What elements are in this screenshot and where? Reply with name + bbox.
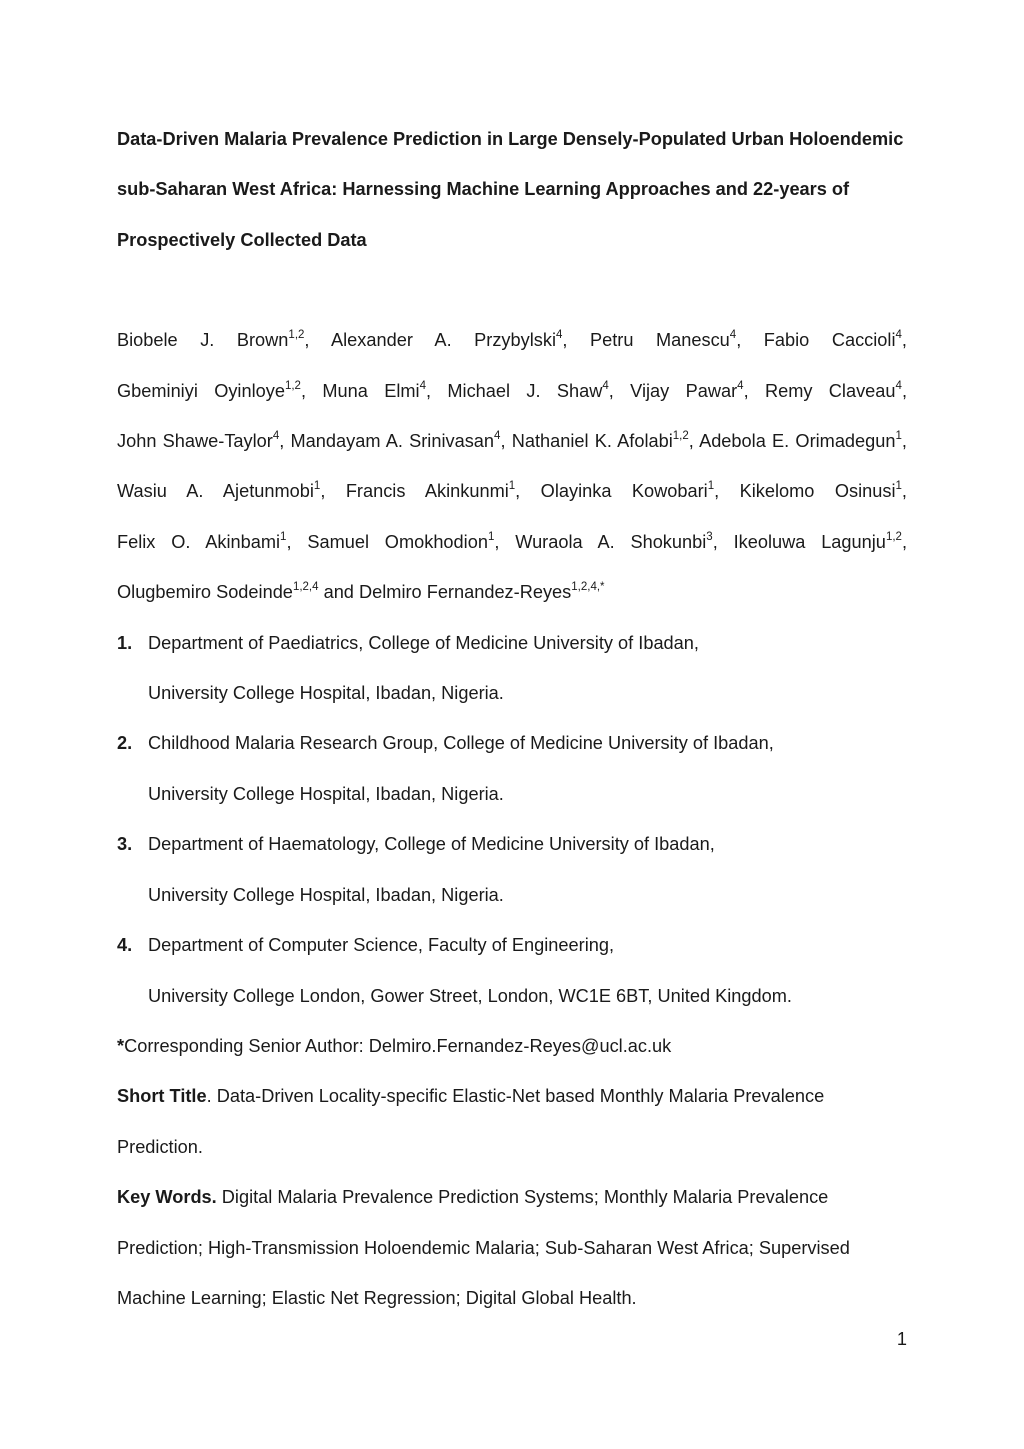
affiliation-text <box>148 718 907 819</box>
author: Wuraola A. Shokunbi$^3$, <box>515 530 718 552</box>
affiliation-text <box>148 618 907 719</box>
author-affiliation-marker: 1,2 <box>672 430 689 443</box>
author: Fabio Caccioli$^4$, <box>763 329 907 351</box>
affiliation-number: 1. <box>117 632 133 653</box>
author-affiliation-marker: 1 <box>313 480 321 493</box>
author <box>359 582 605 602</box>
author-name: Olayinka Kowobari <box>540 481 708 502</box>
author: Gbeminiyi Oyinloye$^{1,2}$, <box>117 379 307 401</box>
author: Mandayam A. Srinivasan$^4$, <box>290 430 506 452</box>
author: Adebola E. Orimadegun$^1$, <box>699 430 907 452</box>
author: John Shawe-Taylor$^4$, <box>117 430 285 452</box>
author-list <box>117 315 907 617</box>
author-name: Michael J. Shaw <box>447 380 603 401</box>
affiliation-text <box>148 920 907 1021</box>
author-name: Francis Akinkunmi <box>345 481 509 502</box>
corresponding-author <box>117 1021 907 1071</box>
author-name: John Shawe-Taylor <box>117 431 273 452</box>
author-name: Vijay Pawar <box>630 380 738 401</box>
author: Alexander A. Przybylski$^4$, <box>331 329 568 351</box>
author-affiliation-marker: 4 <box>737 379 744 392</box>
author: Vijay Pawar$^4$, <box>630 379 749 401</box>
author-name: Felix O. Akinbami <box>117 531 281 552</box>
affiliation-line: University College Hospital, Ibadan, Nigeria. <box>148 884 504 905</box>
author: Samuel Omokhodion$^1$, <box>307 530 500 552</box>
author-conjunction: and <box>323 582 354 603</box>
author-affiliation-marker: 1 <box>280 530 287 543</box>
short-title-label: Short Title <box>117 1086 207 1107</box>
author-affiliation-marker: 1,2,4 <box>292 581 319 594</box>
author-affiliation-marker: 4 <box>272 430 280 443</box>
page-number: 1 <box>896 1329 907 1349</box>
title-page-content <box>117 114 907 1323</box>
author-affiliation-marker: 4 <box>602 379 609 392</box>
author: Kikelomo Osinusi$^1$, <box>739 480 907 502</box>
corresponding-marker: * <box>117 1035 125 1056</box>
author-affiliation-marker: 4 <box>895 379 902 392</box>
author-name: Nathaniel K. Afolabi <box>511 431 673 452</box>
author-affiliation-marker: 1 <box>487 530 495 543</box>
key-words-text: Digital Malaria Prevalence Prediction Systems; Monthly Malaria Prevalence Prediction; High-Transmission Holoendemic Malaria; Sub-Saharan West Africa; Supervised Machine Learning; Elastic Net Regression; Digital Global Health. <box>117 1187 850 1308</box>
key-words-label: Key Words. <box>117 1187 217 1208</box>
author-affiliation-marker: 1,2 <box>284 379 301 392</box>
short-title <box>117 1071 907 1172</box>
author-affiliation-marker: 4 <box>556 329 563 342</box>
author-affiliation-marker: 4 <box>729 329 737 342</box>
author-name: Olugbemiro Sodeinde <box>117 582 293 603</box>
author-affiliation-marker: 1 <box>707 480 715 493</box>
short-title-text: . Data-Driven Locality-specific Elastic-Net based Monthly Malaria Prevalence Prediction. <box>117 1086 825 1157</box>
author: Olayinka Kowobari$^1$, <box>540 480 720 502</box>
affiliation-number: 4. <box>117 935 133 956</box>
author-name: Adebola E. Orimadegun <box>699 431 896 452</box>
affiliation-line: Department of Paediatrics, College of Medicine University of Ibadan, <box>148 632 699 653</box>
author-name: Petru Manescu <box>590 330 730 351</box>
author-name: Mandayam A. Srinivasan <box>290 431 495 452</box>
author-affiliation-marker: 1,2 <box>885 530 902 543</box>
author-affiliation-marker: 1,2,4,* <box>571 581 605 594</box>
author: Michael J. Shaw$^4$, <box>447 379 614 401</box>
author: Felix O. Akinbami$^1$, <box>117 530 292 552</box>
author-affiliation-marker: 1,2 <box>288 329 305 342</box>
author-name: Wuraola A. Shokunbi <box>515 531 707 552</box>
affiliation-number: 3. <box>117 834 133 855</box>
author: Francis Akinkunmi$^1$, <box>345 480 521 502</box>
author-name: Alexander A. Przybylski <box>331 330 556 351</box>
author-name: Fabio Caccioli <box>763 330 896 351</box>
author: Ikeoluwa Lagunju$^{1,2}$, <box>733 530 907 552</box>
corresponding-text: Corresponding Senior Author: Delmiro.Fernandez-Reyes@ucl.ac.uk <box>124 1035 672 1056</box>
author-name: Biobele J. Brown <box>117 330 289 351</box>
author-affiliation-marker: 4 <box>895 329 902 342</box>
author: Muna Elmi$^4$, <box>322 379 432 401</box>
author-name: Ikeoluwa Lagunju <box>733 531 886 552</box>
paper-title: Data-Driven Malaria Prevalence Prediction in Large Densely-Populated Urban Holoendemic sub-Saharan West Africa: Harnessing Machine Learning Approaches and 22-years of Prospectively Collected Data <box>117 129 904 250</box>
author-affiliation-marker: 1 <box>508 480 516 493</box>
affiliation-line: Childhood Malaria Research Group, College of Medicine University of Ibadan, <box>148 733 774 754</box>
affiliation-item <box>117 718 907 819</box>
author-name: Samuel Omokhodion <box>307 531 488 552</box>
author-affiliation-marker: 3 <box>706 530 713 543</box>
author: Petru Manescu$^4$, <box>590 329 742 351</box>
author <box>117 582 319 602</box>
author-affiliation-marker: 4 <box>419 379 426 392</box>
affiliation-list <box>117 618 907 1021</box>
affiliation-number: 2. <box>117 733 133 754</box>
author-name: Kikelomo Osinusi <box>739 481 896 502</box>
author: Remy Claveau$^4$, <box>764 379 907 401</box>
author-affiliation-marker: 4 <box>494 430 501 443</box>
author: Wasiu A. Ajetunmobi$^1$, <box>117 480 326 502</box>
affiliation-item <box>117 618 907 719</box>
author-name: Remy Claveau <box>764 380 896 401</box>
affiliation-item <box>117 819 907 920</box>
author-name: Muna Elmi <box>322 380 420 401</box>
affiliation-line: University College Hospital, Ibadan, Nigeria. <box>148 783 504 804</box>
affiliation-line: University College London, Gower Street, London, WC1E 6BT, United Kingdom. <box>148 985 792 1006</box>
author-affiliation-marker: 1 <box>895 480 902 493</box>
author: Nathaniel K. Afolabi$^{1,2}$, <box>511 430 694 452</box>
affiliation-line: University College Hospital, Ibadan, Nigeria. <box>148 683 504 704</box>
author-name: Delmiro Fernandez-Reyes <box>359 582 572 603</box>
affiliation-line: Department of Computer Science, Faculty of Engineering, <box>148 935 615 956</box>
affiliation-item <box>117 920 907 1021</box>
affiliation-line: Department of Haematology, College of Medicine University of Ibadan, <box>148 834 715 855</box>
author-name: Gbeminiyi Oyinloye <box>117 380 285 401</box>
author-affiliation-marker: 1 <box>895 430 902 443</box>
author: Biobele J. Brown$^{1,2}$, <box>117 329 310 351</box>
affiliation-text <box>148 819 907 920</box>
key-words <box>117 1172 907 1323</box>
author-name: Wasiu A. Ajetunmobi <box>117 481 314 502</box>
